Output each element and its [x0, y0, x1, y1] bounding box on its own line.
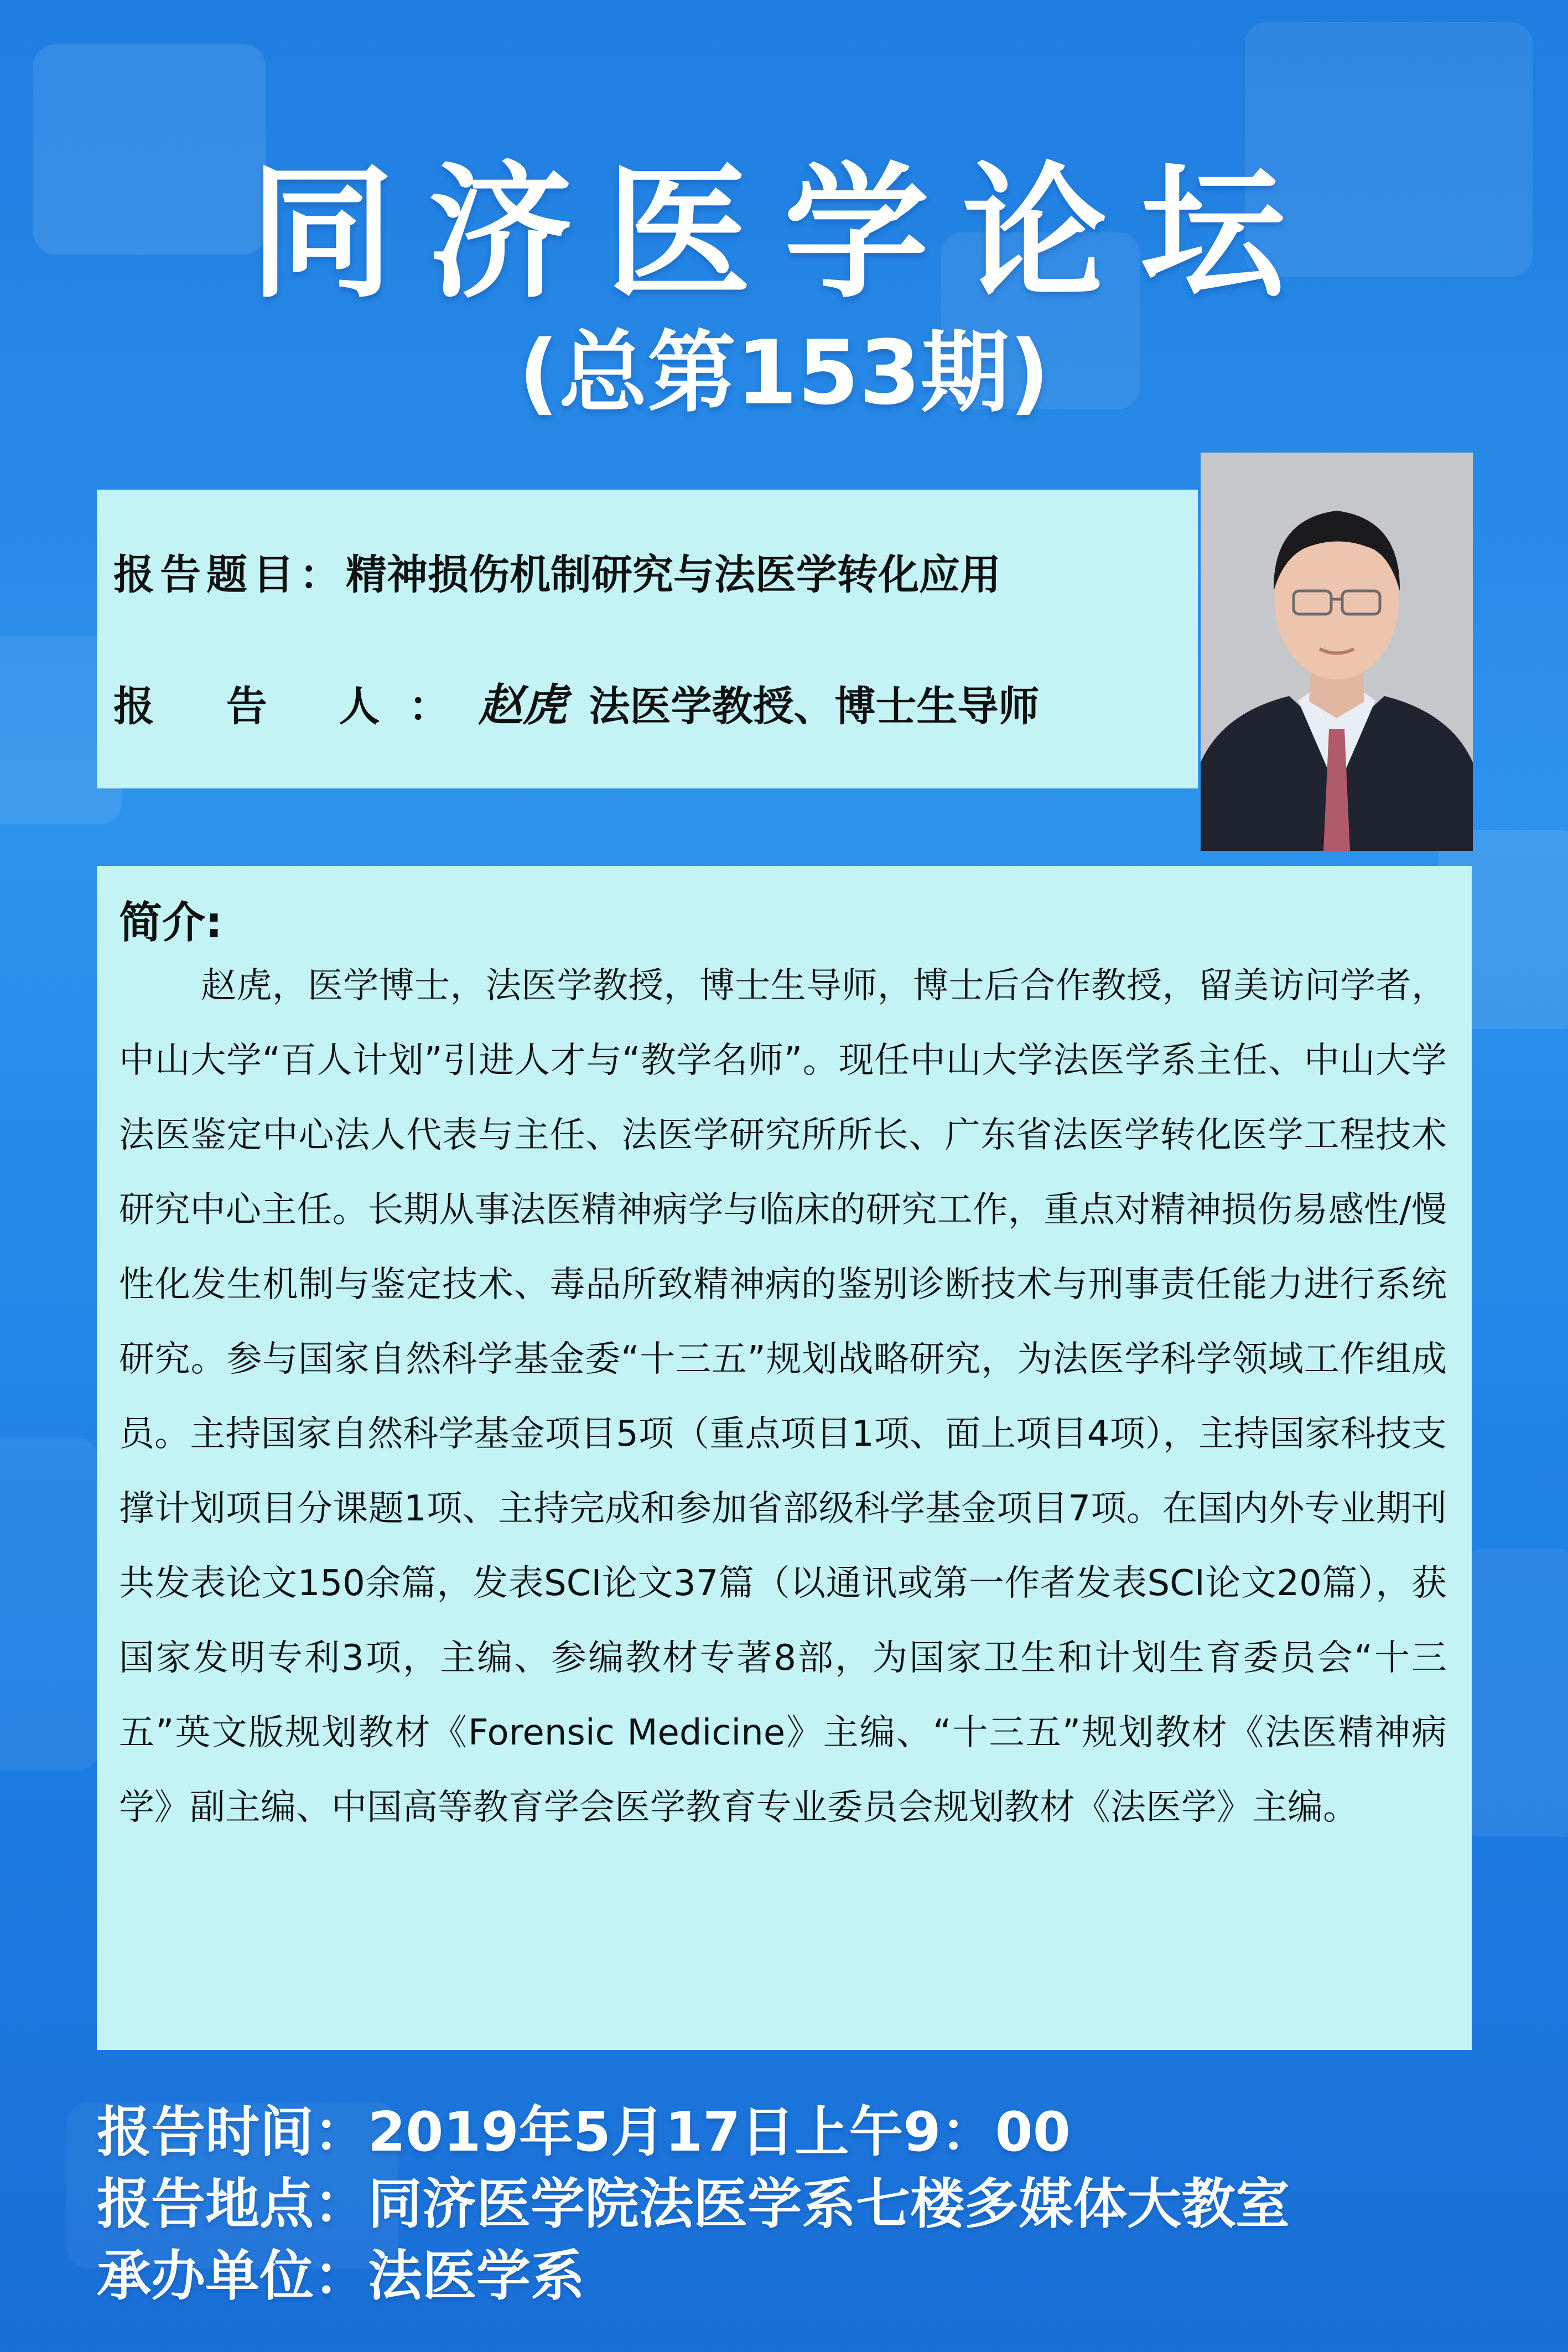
topic-label: 报告题目： [113, 551, 346, 599]
report-speaker-row [113, 669, 1040, 733]
bio-heading: 简介: [119, 898, 223, 948]
time-label: 报告时间： [97, 2101, 368, 2164]
decorative-square [1461, 1549, 1568, 1837]
speaker-label: 报 告 人： [113, 683, 479, 730]
host-value: 法医学系 [368, 2245, 585, 2308]
speaker-portrait-image [1201, 453, 1473, 851]
topic-value: 精神损伤机制研究与法医学转化应用 [346, 551, 1001, 599]
report-time-row [97, 2089, 1071, 2167]
host-unit-row [97, 2232, 585, 2311]
bio-text: 赵虎，医学博士，法医学教授，博士生导师，博士后合作教授，留美访问学者，中山大学“百人计划”引进人才与“教学名师”。现任中山大学法医学系主任、中山大学法医鉴定中心法人代表与主任、法医学研究所所长、广东省法医学转化医学工程技术研究中心主任。长期从事法医精神病学与临床的研究工作，重点对精神损伤易感性/慢性化发生机制与鉴定技术、毒品所致精神病的鉴别诊断技术与刑事责任能力进行系统研究。参与国家自然科学基金委“十三五”规划战略研究，为法医学科学领域工作组成员。主持国家自然科学基金项目5项（重点项目1项、面上项目4项），主持国家科技支撑计划项目分课题1项、主持完成和参加省部级科学基金项目7项。在国内外专业期刊共发表论文150余篇，发表SCI论文37篇（以通讯或第一作者发表SCI论文20篇），获国家发明专利3项，主编、参编教材专著8部，为国家卫生和计划生育委员会“十三五”英文版规划教材《Forensic Medicine》主编、“十三五”规划教材《法医精神病学》副主编、中国高等教育学会医学教育专业委员会规划教材《法医学》主编。 [119, 965, 1447, 1828]
report-topic-row [113, 542, 1001, 601]
biography-panel [97, 866, 1472, 2050]
issue-number: (总第153期) [518, 321, 1050, 424]
speaker-name: 赵虎 [478, 679, 567, 731]
host-label: 承办单位： [97, 2245, 368, 2308]
poster-title: 同济医学论坛 [250, 149, 1318, 318]
report-place-row [97, 2161, 1290, 2239]
speaker-photo [1201, 453, 1473, 851]
speaker-title: 法医学教授、博士生导师 [589, 683, 1040, 730]
place-label: 报告地点： [97, 2173, 368, 2236]
place-value: 同济医学院法医学系七楼多媒体大教室 [368, 2173, 1290, 2236]
decorative-square [0, 1439, 100, 1771]
report-info-panel [97, 490, 1198, 788]
time-value: 2019年5月17日上午9：00 [368, 2101, 1071, 2164]
